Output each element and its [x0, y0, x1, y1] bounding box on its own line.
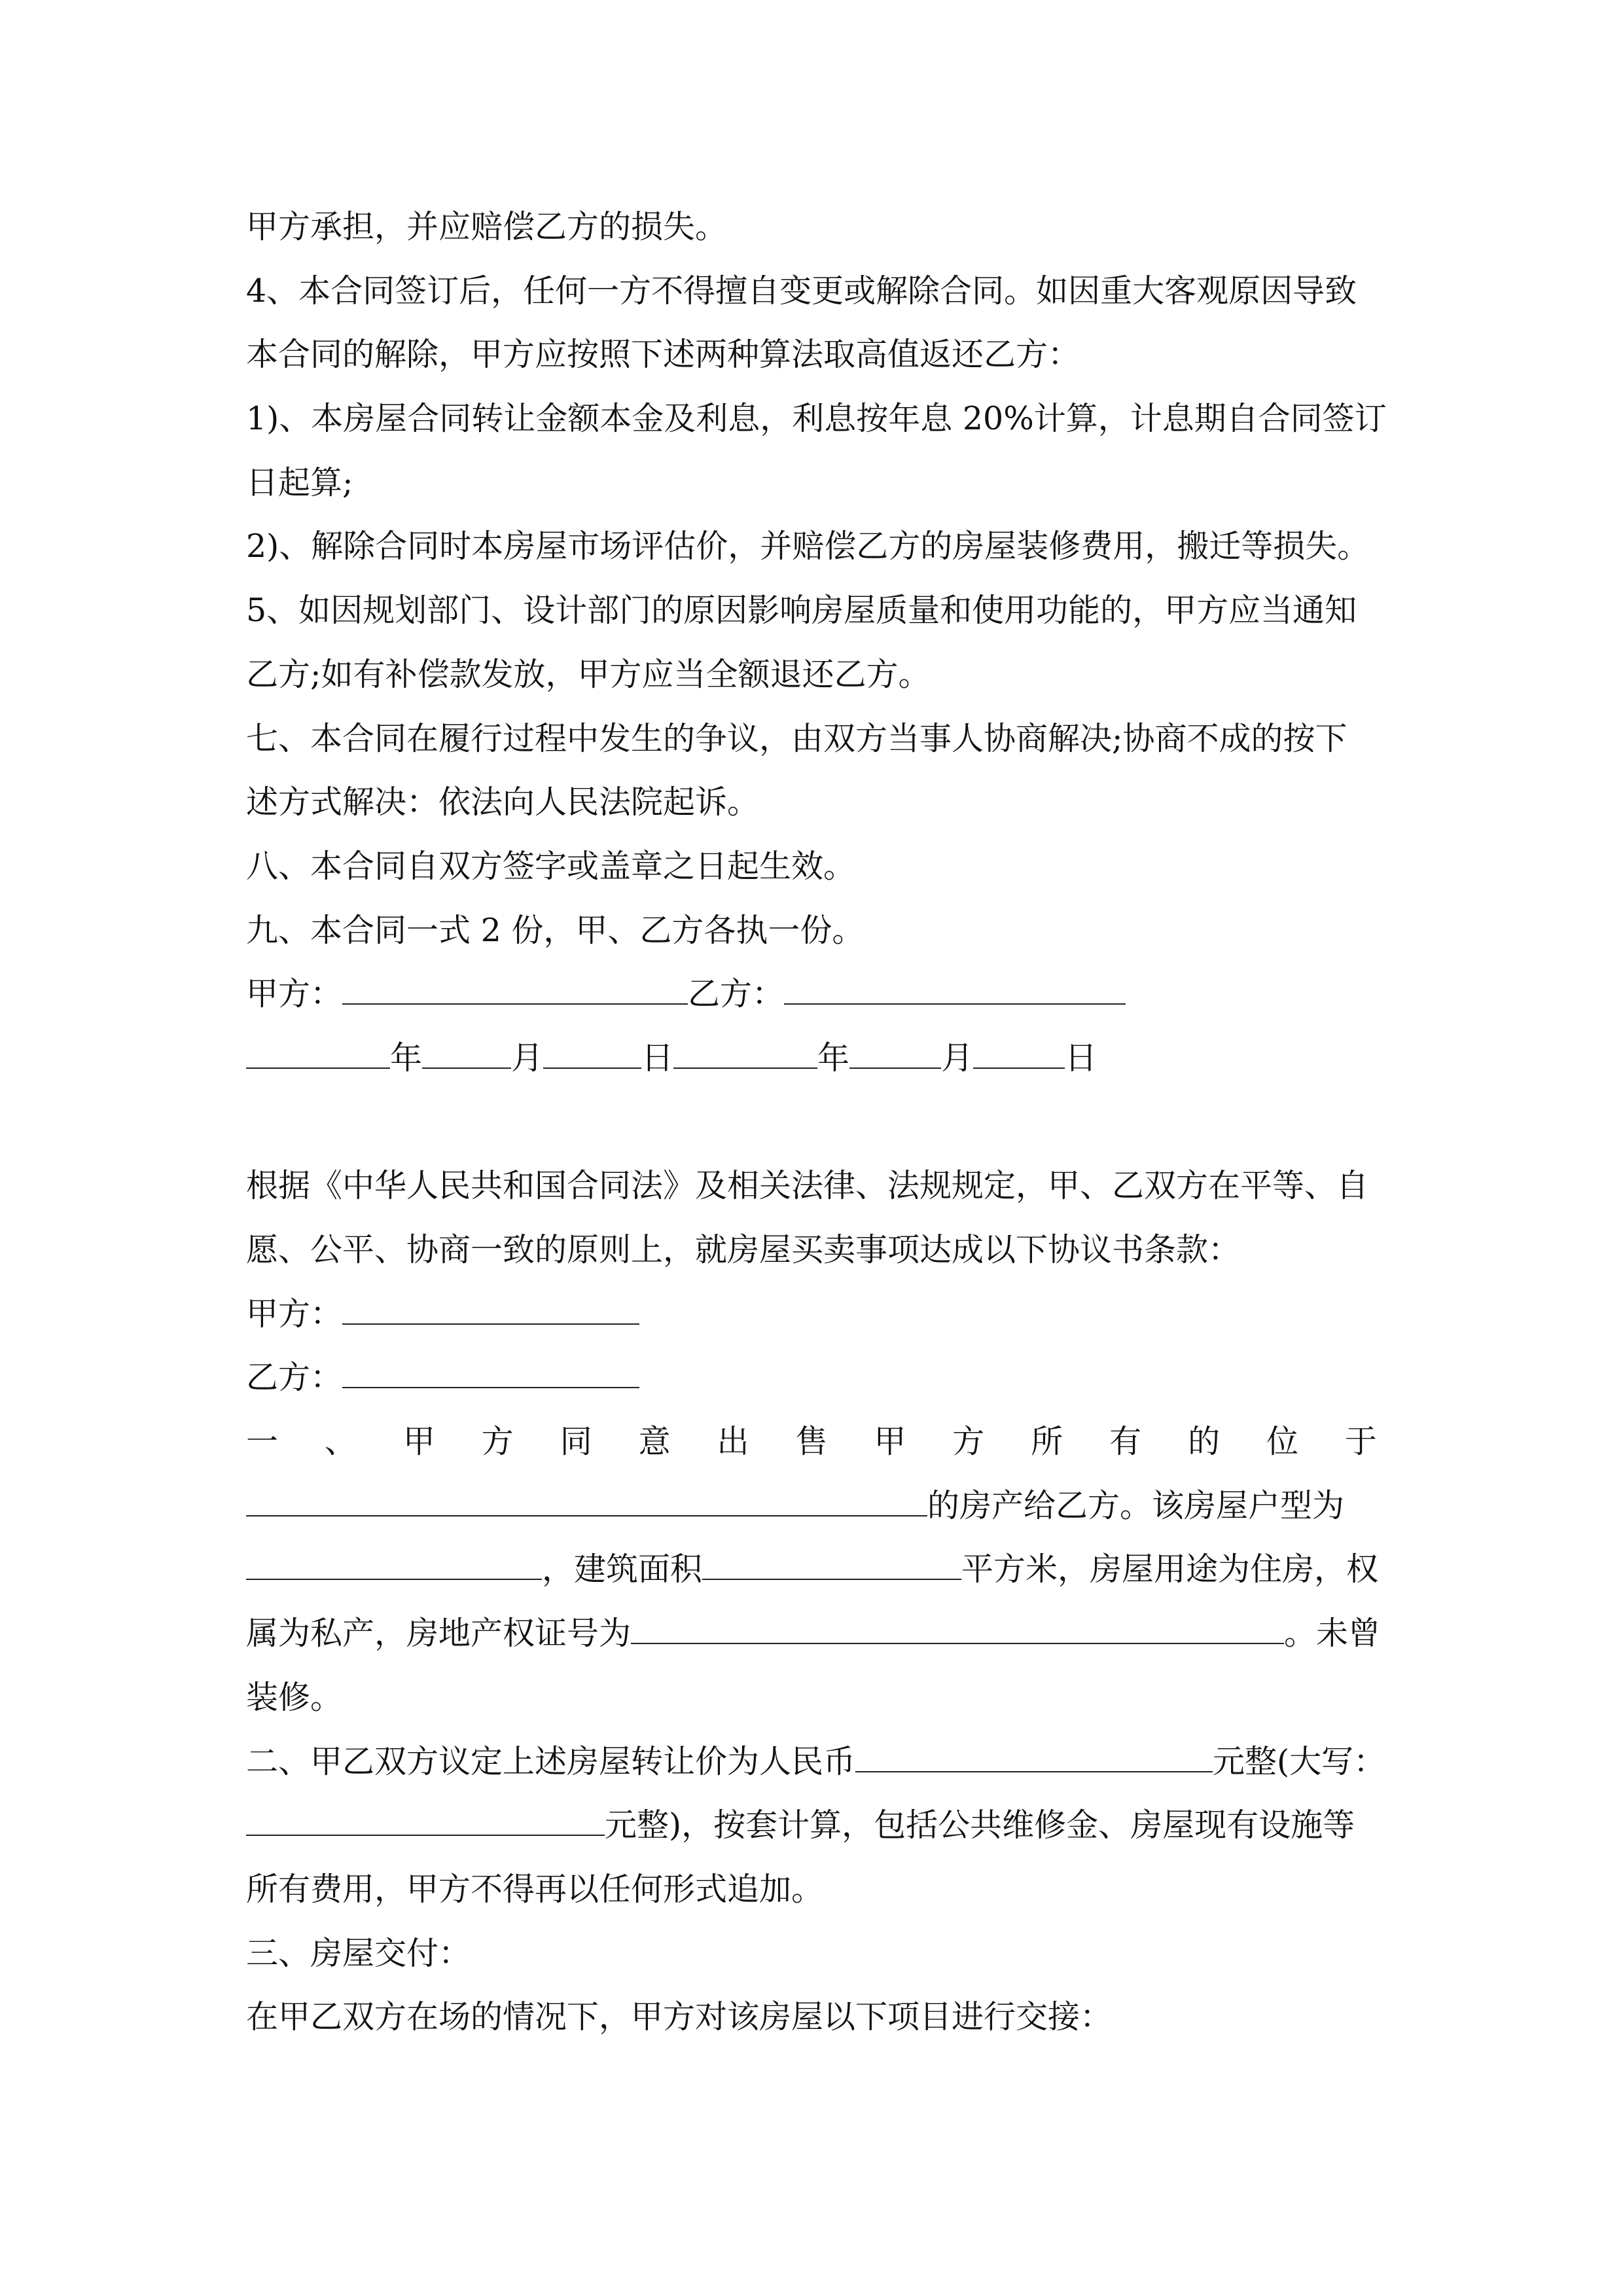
area-blank[interactable]: [702, 1552, 961, 1580]
heading-char: 同: [560, 1423, 611, 1461]
text: 元整)，按套计算，包括公共维修金、房屋现有设施等: [605, 1806, 1355, 1844]
party-b-label: 乙方：: [688, 975, 785, 1013]
year-label: 年: [390, 1039, 423, 1077]
party-a-blank[interactable]: [342, 1297, 639, 1325]
paragraph-line: [246, 1474, 1377, 1538]
heading-char: 的: [1188, 1423, 1238, 1461]
clause-4: 4、本合同签订后，任何一方不得擅自变更或解除合同。如因重大客观原因导致: [246, 272, 1357, 310]
intro-line: 愿、公平、协商一致的原则上，就房屋买卖事项达成以下协议书条款：: [246, 1231, 1241, 1268]
layout-blank[interactable]: [246, 1552, 542, 1580]
year-label: 年: [817, 1039, 850, 1077]
heading-char: 甲: [402, 1423, 454, 1461]
heading-char: 所: [1031, 1423, 1081, 1461]
party-a-label: 甲方：: [246, 1295, 343, 1333]
heading-char: 有: [1109, 1423, 1160, 1461]
contract-document: [246, 195, 1387, 2049]
price-blank[interactable]: [855, 1745, 1213, 1772]
day-blank[interactable]: [973, 1041, 1065, 1069]
paragraph-line: [246, 1602, 1381, 1666]
clause-4-1: 1)、本房屋合同转让金额本金及利息，利息按年息 20%计算，计息期自合同签订: [246, 400, 1387, 438]
paragraph-line: 甲方承担，并应赔偿乙方的损失。: [246, 208, 728, 245]
text: 的房产给乙方。该房屋户型为: [927, 1486, 1345, 1524]
date-line: [246, 1026, 1377, 1090]
paragraph-line: [246, 1793, 1377, 1857]
party-b-blank[interactable]: [342, 1361, 639, 1388]
paragraph-line: 本合同的解除，甲方应按照下述两种算法取高值返还乙方：: [246, 336, 1080, 374]
heading-char: 一: [246, 1423, 296, 1461]
party-b-line: [246, 1346, 1377, 1410]
text: 平方米，房屋用途为住房，权: [961, 1551, 1379, 1588]
text: 。未曾: [1284, 1615, 1381, 1653]
heading-char: 于: [1344, 1423, 1377, 1461]
clause-5: 5、如因规划部门、设计部门的原因影响房屋质量和使用功能的，甲方应当通知: [246, 592, 1357, 630]
heading-char: 售: [795, 1423, 846, 1461]
article-7: 七、本合同在履行过程中发生的争议，由双方当事人协商解决;协商不成的按下: [246, 719, 1347, 757]
heading-char: 、: [324, 1423, 375, 1461]
party-b-label: 乙方：: [246, 1359, 343, 1397]
paragraph-line: 述方式解决：依法向人民法院起诉。: [246, 783, 760, 821]
month-blank[interactable]: [849, 1041, 941, 1069]
spacer: [246, 1090, 1377, 1155]
location-blank[interactable]: [246, 1489, 927, 1516]
signature-line: [246, 962, 1377, 1026]
price-uppercase-blank[interactable]: [246, 1808, 605, 1836]
clause-4-2: 2)、解除合同时本房屋市场评估价，并赔偿乙方的房屋装修费用，搬迁等损失。: [246, 528, 1370, 565]
party-a-line: [246, 1282, 1377, 1346]
text: 二、甲乙双方议定上述房屋转让价为人民币: [246, 1742, 856, 1780]
paragraph-line: 所有费用，甲方不得再以任何形式追加。: [246, 1870, 824, 1908]
heading-char: 方: [952, 1423, 1003, 1461]
month-label: 月: [511, 1039, 544, 1077]
section-2: [246, 1730, 1386, 1794]
party-b-blank[interactable]: [784, 977, 1126, 1005]
heading-char: 甲: [874, 1423, 925, 1461]
article-9: 九、本合同一式 2 份，甲、乙方各执一份。: [246, 911, 865, 949]
year-blank[interactable]: [673, 1041, 817, 1069]
paragraph-line: 乙方;如有补偿款发放，甲方应当全额退还乙方。: [246, 655, 931, 693]
month-blank[interactable]: [422, 1041, 511, 1069]
day-label: 日: [641, 1039, 674, 1077]
paragraph-line: 日起算;: [246, 463, 353, 501]
text: 元整(大写：: [1213, 1742, 1386, 1780]
section-3-title: 三、房屋交付：: [246, 1934, 471, 1972]
paragraph-line: 装修。: [246, 1678, 343, 1716]
heading-char: 出: [717, 1423, 768, 1461]
day-label: 日: [1065, 1039, 1097, 1077]
day-blank[interactable]: [543, 1041, 641, 1069]
heading-char: 方: [481, 1423, 532, 1461]
party-a-label: 甲方：: [246, 975, 343, 1013]
year-blank[interactable]: [246, 1041, 390, 1069]
article-8: 八、本合同自双方签字或盖章之日起生效。: [246, 847, 856, 885]
party-a-blank[interactable]: [342, 977, 688, 1005]
intro-line: 根据《中华人民共和国合同法》及相关法律、法规规定，甲、乙双方在平等、自: [246, 1167, 1369, 1205]
paragraph-line: 在甲乙双方在场的情况下，甲方对该房屋以下项目进行交接：: [246, 1998, 1113, 2036]
text: ，建筑面积: [542, 1551, 703, 1588]
paragraph-line: [246, 1537, 1377, 1602]
section-1-heading: [246, 1410, 1377, 1474]
heading-char: 意: [638, 1423, 689, 1461]
heading-char: 位: [1266, 1423, 1317, 1461]
month-label: 月: [941, 1039, 974, 1077]
certificate-number-blank[interactable]: [631, 1617, 1284, 1644]
text: 属为私产，房地产权证号为: [246, 1615, 632, 1653]
